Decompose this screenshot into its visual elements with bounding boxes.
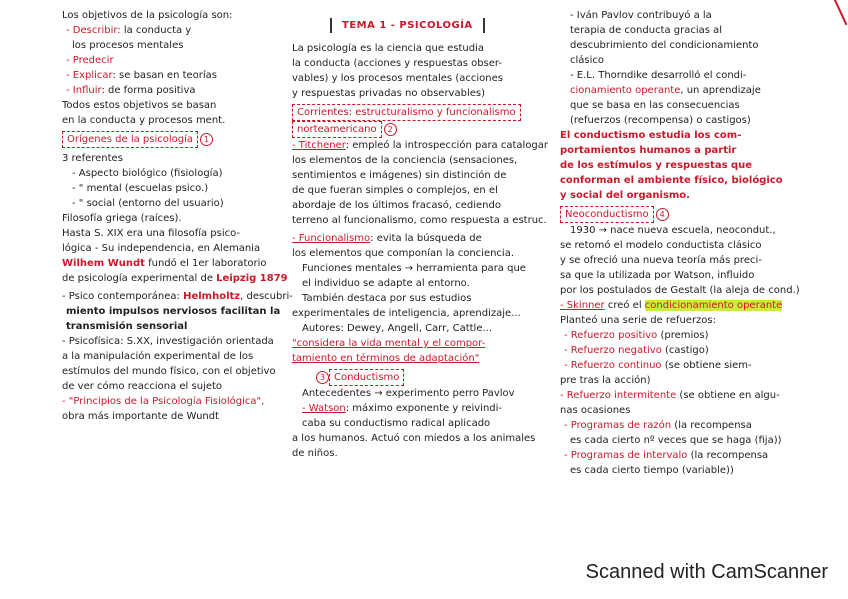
text-line: nas ocasiones [560,405,631,416]
objective-explain: - Explicar: se basan en teorías [66,70,218,81]
text-line: - "Principios de la Psicología Fisiológica", [62,396,265,407]
skinner-line: - Skinner creó el condicionamiento operante [560,300,783,311]
quote-line: "considera la vida mental y el compor- [292,338,486,349]
ratio-programs: - Programas de razón (la recompensa [564,420,752,431]
text-line: Todos estos objetivos se basan [62,100,217,111]
text-line: sa que la utilizada por Watson, influido [560,270,755,281]
text-line: por los postulados de Gestalt (la aleja de cond.) [560,285,800,296]
objective-influence: - Influir: de forma positiva [66,85,196,96]
text-line: los procesos mentales [72,40,184,51]
objectives-heading: Los objetivos de la psicología son: [62,10,233,21]
text-line: es cada cierto tiempo (variable)) [570,465,734,476]
list-item: - " mental (escuelas psico.) [72,183,209,194]
right-column [560,8,822,478]
text-line: conforman el ambiente físico, biológico [560,175,783,186]
text-line: - Iván Pavlov contribuyó a la [570,10,712,21]
text-line: sentimientos e imágenes) sin distinción de [292,170,507,181]
text-line: terreno al funcionalismo, como respuesta a estruc. [292,215,547,226]
text-line: se retomó el modelo conductista clásico [560,240,762,251]
text-line: y respuestas privadas no observables) [292,88,485,99]
text-line: caba su conductismo radical aplicado [302,418,491,429]
text-line: Autores: Dewey, Angell, Carr, Cattle... [302,323,493,334]
text-line: Funciones mentales → herramienta para que [302,263,526,274]
currents-heading: Corrientes: estructuralismo y funcionalismo [292,104,560,121]
text-line: la conducta (acciones y respuestas obser- [292,58,502,69]
text-line: a los humanos. Actuó con miedos a los animales [292,433,536,444]
wundt-line: Wilhem Wundt fundó el 1er laboratorio [62,258,267,269]
text-line: lógica - Su independencia, en Alemania [62,243,261,254]
reinforcement-continuous: - Refuerzo continuo (se obtiene siem- [564,360,752,371]
text-line: que se basa en las consecuencias [570,100,740,111]
currents-heading-2: norteamericano 2 [292,121,560,138]
text-line: Filosofía griega (raíces). [62,213,182,224]
text-line: de que fueran simples o complejos, en el [292,185,498,196]
operant-line: cionamiento operante, un aprendizaje [570,85,761,96]
text-line: y social del organismo. [560,190,690,201]
text-line: Antecedentes → experimento perro Pavlov [302,388,515,399]
text-line: obra más importante de Wundt [62,411,220,422]
objective-describe: - Describir: la conducta y [66,25,192,36]
thorndike-line: - E.L. Thorndike desarrolló el condi- [570,70,747,81]
text-line: 3 referentes [62,153,123,164]
text-line: y se ofreció una nueva teoría más preci- [560,255,762,266]
text-line: - Psicofísica: S.XX, investigación orientada [62,336,274,347]
list-item: - Aspecto biológico (fisiología) [72,168,223,179]
text-line: terapia de conducta gracias al [570,25,723,36]
behaviorism-heading: 3 Conductismo [314,369,560,386]
text-line: estímulos del mundo físico, con el objetivo [62,366,276,377]
watson-line: - Watson: máximo exponente y reivindi- [302,403,503,414]
reinforcement-negative: - Refuerzo negativo (castigo) [564,345,709,356]
functionalism-line: - Funcionalismo: evita la búsqueda de [292,233,482,244]
text-line: abordaje de los últimos fracasó, cediendo [292,200,501,211]
text-line: clásico [570,55,605,66]
text-line: El conductismo estudia los com- [560,130,742,141]
origins-heading: Orígenes de la psicología 1 [62,131,340,148]
quote-line: tamiento en términos de adaptación" [292,353,480,364]
text-line: a la manipulación experimental de los [62,351,254,362]
text-line: vables) y los procesos mentales (acciones [292,73,503,84]
text-line: de los estímulos y respuestas que [560,160,753,171]
text-line: en la conducta y procesos ment. [62,115,226,126]
text-line: transmisión sensorial [66,321,188,332]
text-line: Planteó una serie de refuerzos: [560,315,717,326]
reinforcement-positive: - Refuerzo positivo (premios) [564,330,709,341]
text-line: pre tras la acción) [560,375,651,386]
text-line: La psicología es la ciencia que estudia [292,43,485,54]
text-line: (refuerzos (recompensa) o castigos) [570,115,751,126]
text-line: los elementos que componían la conciencia. [292,248,515,259]
text-line: es cada cierto nº veces que se haga (fija)) [570,435,782,446]
leipzig-line: de psicología experimental de Leipzig 1879 [62,273,288,284]
text-line: descubrimiento del condicionamiento [570,40,759,51]
text-line: 1930 → nace nueva escuela, neocondut., [570,225,776,236]
interval-programs: - Programas de intervalo (la recompensa [564,450,769,461]
neobehaviorism-heading: Neoconductismo 4 [560,206,822,223]
titchener-line: - Titchener: empleó la introspección para catalogar [292,140,549,151]
text-line: portamientos humanos a partir [560,145,737,156]
text-line: de niños. [292,448,338,459]
text-line: el individuo se adapte al entorno. [302,278,470,289]
reinforcement-intermittent: - Refuerzo intermitente (se obtiene en algu- [560,390,780,401]
text-line: de ver cómo reacciona el sujeto [62,381,223,392]
text-line: experimentales de inteligencia, aprendizaje... [292,308,521,319]
objective-predict: - Predecir [66,55,114,66]
helmholtz-line: - Psico contemporánea: Helmholtz, descubri- [62,291,293,302]
middle-column [292,18,560,461]
text-line: miento impulsos nerviosos facilitan la [66,306,281,317]
text-line: los elementos de la conciencia (sensaciones, [292,155,518,166]
text-line: Hasta S. XIX era una filosofía psico- [62,228,241,239]
page-title: TEMA 1 - PSICOLOGÍA [330,18,560,33]
text-line: También destaca por sus estudios [302,293,472,304]
camscanner-watermark: Scanned with CamScanner [585,561,828,583]
list-item: - " social (entorno del usuario) [72,198,224,209]
